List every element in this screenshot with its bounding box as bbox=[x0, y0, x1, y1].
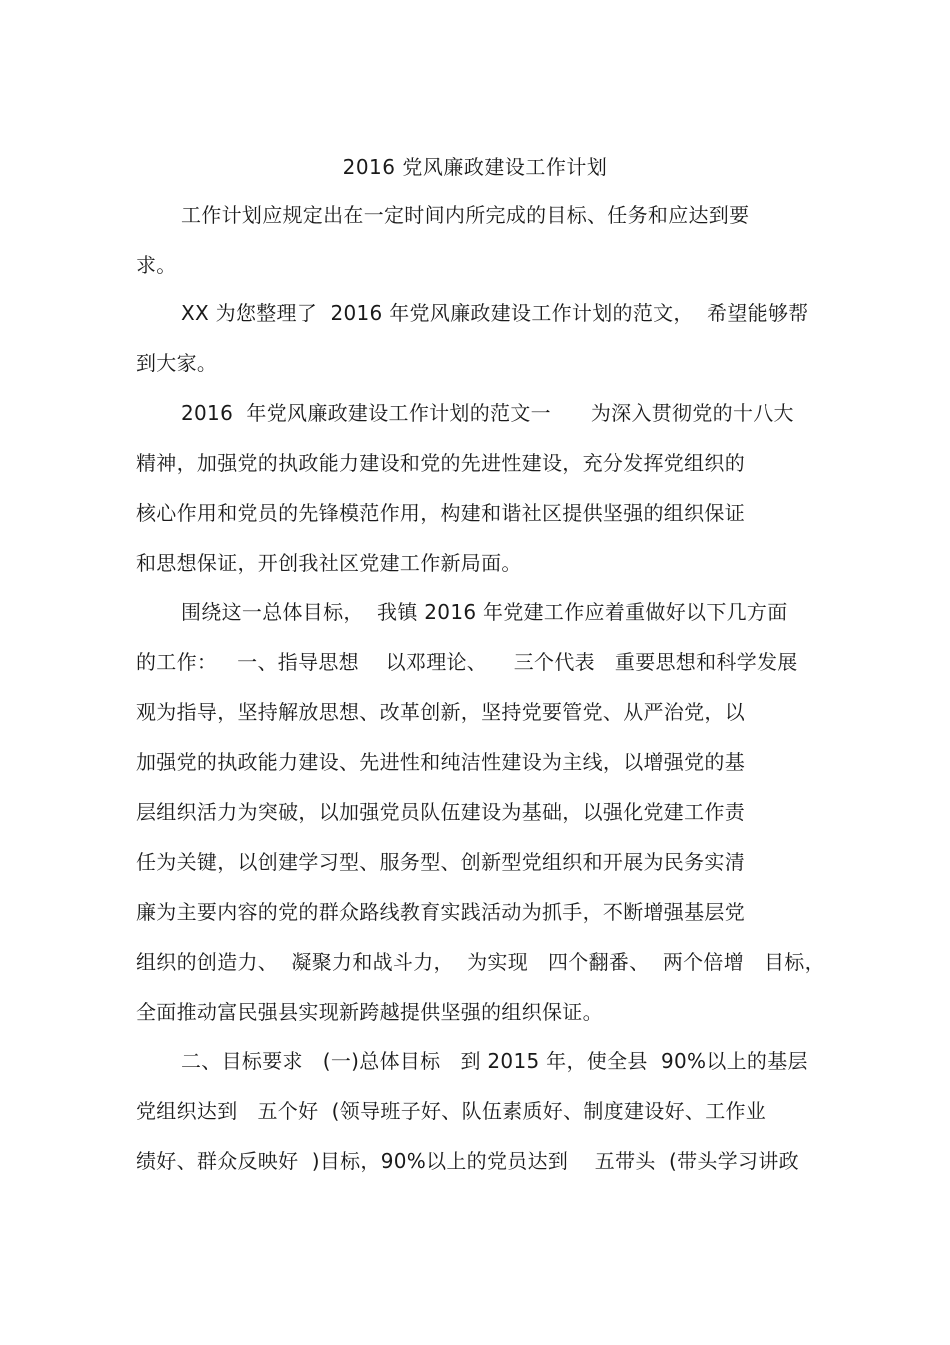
paragraph-line: 加强党的执政能力建设、先进性和纯洁性建设为主线，以增强党的基 bbox=[136, 750, 745, 774]
paragraph-line: 绩好、群众反映好 )目标，90%以上的党员达到 五带头 (带头学习讲政 bbox=[136, 1149, 799, 1173]
paragraph-line: 观为指导，坚持解放思想、改革创新，坚持党要管党、从严治党，以 bbox=[136, 700, 745, 724]
paragraph-line: 工作计划应规定出在一定时间内所完成的目标、任务和应达到要 bbox=[181, 203, 750, 227]
paragraph-line: 和思想保证，开创我社区党建工作新局面。 bbox=[136, 551, 522, 575]
paragraph-line: 组织的创造力、 凝聚力和战斗力， 为实现 四个翻番、 两个倍增 目标， bbox=[136, 950, 825, 974]
document-title: 2016 党风廉政建设工作计划 bbox=[342, 155, 608, 179]
paragraph-line: 的工作： 一、指导思想 以邓理论、 三个代表 重要思想和科学发展 bbox=[136, 650, 798, 674]
paragraph-line: 核心作用和党员的先锋模范作用，构建和谐社区提供坚强的组织保证 bbox=[136, 501, 745, 525]
paragraph-line: 层组织活力为突破，以加强党员队伍建设为基础，以强化党建工作责 bbox=[136, 800, 745, 824]
paragraph-line: 党组织达到 五个好 (领导班子好、队伍素质好、制度建设好、工作业 bbox=[136, 1099, 767, 1123]
paragraph-line: 求。 bbox=[136, 253, 177, 277]
paragraph-line: 全面推动富民强县实现新跨越提供坚强的组织保证。 bbox=[136, 1000, 603, 1024]
paragraph-line: 精神，加强党的执政能力建设和党的先进性建设，充分发挥党组织的 bbox=[136, 451, 745, 475]
paragraph-line: 2016 年党风廉政建设工作计划的范文一 为深入贯彻党的十八大 bbox=[181, 401, 794, 425]
paragraph-line: XX 为您整理了 2016 年党风廉政建设工作计划的范文， 希望能够帮 bbox=[181, 301, 809, 325]
paragraph-line: 廉为主要内容的党的群众路线教育实践活动为抓手，不断增强基层党 bbox=[136, 900, 745, 924]
paragraph-line: 二、目标要求 (一)总体目标 到 2015 年，使全县 90%以上的基层 bbox=[181, 1049, 808, 1073]
paragraph-line: 到大家。 bbox=[136, 351, 218, 375]
paragraph-line: 任为关键，以创建学习型、服务型、创新型党组织和开展为民务实清 bbox=[136, 850, 745, 874]
paragraph-line: 围绕这一总体目标， 我镇 2016 年党建工作应着重做好以下几方面 bbox=[181, 600, 788, 624]
